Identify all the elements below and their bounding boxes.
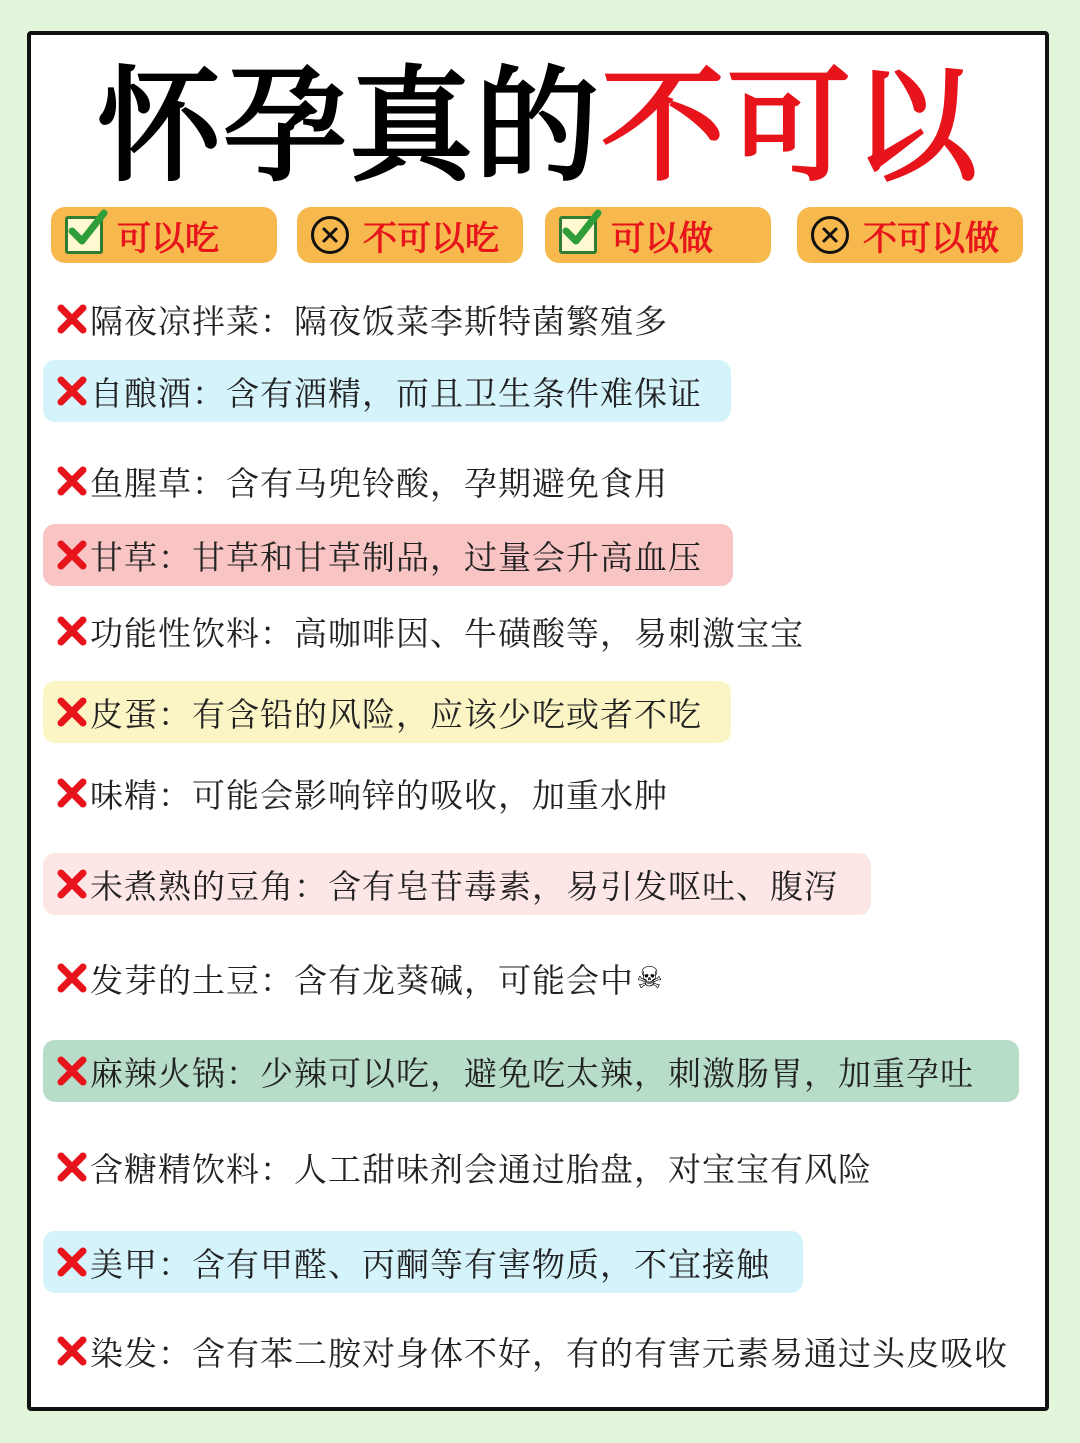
list-item [43,288,703,350]
red-x-icon [55,538,89,572]
circle-x-icon [311,216,349,254]
list-item [43,450,703,512]
list-item [43,360,731,422]
tab-label: 可以做 [611,218,713,259]
red-x-icon [55,614,89,648]
list-item-text: 染发：含有苯二胺对身体不好，有的有害元素易通过头皮吸收 [90,1333,1008,1373]
tab-label: 不可以吃 [363,218,499,259]
list-item-text: 未煮熟的豆角：含有皂苷毒素，易引发呕吐、腹泻 [90,866,838,906]
list-item-text: 皮蛋：有含铅的风险，应该少吃或者不吃 [90,694,702,734]
red-x-icon [55,302,89,336]
list-item-text: 发芽的土豆：含有龙葵碱，可能会中 [90,960,634,1000]
list-item-text: 美甲：含有甲醛、丙酮等有害物质，不宜接触 [90,1244,770,1284]
red-x-icon [55,464,89,498]
list-item-text: 功能性饮料：高咖啡因、牛磺酸等，易刺激宝宝 [90,613,804,653]
red-x-icon [55,695,89,729]
tab-can-eat[interactable] [51,207,277,263]
skull-icon: ☠ [636,960,663,996]
page-title [31,57,1045,197]
list-item-text: 鱼腥草：含有马兜铃酸，孕期避免食用 [90,463,668,503]
red-x-icon [55,1334,89,1368]
title-part-black: 怀孕真的 [96,55,601,199]
tab-cannot-eat[interactable] [297,207,523,263]
tab-can-do[interactable] [545,207,771,263]
red-x-icon [55,374,89,408]
list-item-text: 甘草：甘草和甘草制品，过量会升高血压 [90,537,702,577]
check-icon [559,216,597,254]
list-item [43,524,733,586]
list-item [43,600,843,662]
title-part-red: 不可以 [601,55,980,199]
list-item [43,1040,1019,1102]
list-item-text: 含糖精饮料：人工甜味剂会通过胎盘，对宝宝有风险 [90,1149,872,1189]
tab-label: 不可以做 [863,218,999,259]
red-x-icon [55,961,89,995]
list-item [43,947,703,1009]
list-item-text: 麻辣火锅：少辣可以吃，避免吃太辣，刺激肠胃，加重孕吐 [90,1053,974,1093]
circle-x-icon [811,216,849,254]
list-item [43,853,871,915]
list-item-text: 味精：可能会影响锌的吸收，加重水肿 [90,775,668,815]
content-card [27,31,1049,1411]
red-x-icon [55,1150,89,1184]
list-item [43,1231,803,1293]
list-item [43,762,703,824]
red-x-icon [55,776,89,810]
list-item [43,1136,913,1198]
red-x-icon [55,1245,89,1279]
tab-label: 可以吃 [117,218,219,259]
tab-cannot-do[interactable] [797,207,1023,263]
check-icon [65,216,103,254]
list-item [43,681,731,743]
list-item [43,1320,1043,1382]
list-item-text: 自酿酒：含有酒精，而且卫生条件难保证 [90,373,702,413]
list-item-text: 隔夜凉拌菜：隔夜饭菜李斯特菌繁殖多 [90,301,668,341]
red-x-icon [55,1054,89,1088]
red-x-icon [55,867,89,901]
